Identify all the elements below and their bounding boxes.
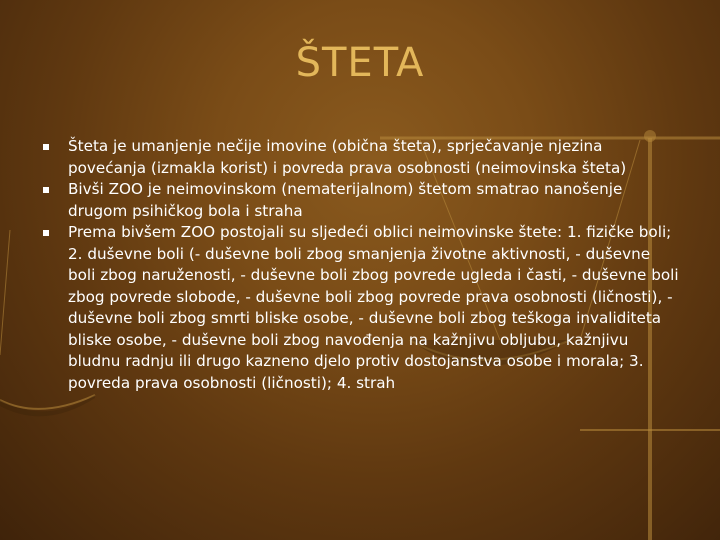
bullet-list — [40, 136, 680, 394]
bullet-text: Prema bivšem ZOO postojali su sljedeći oblici neimovinske štete: 1. fizičke boli; 2. duševne boli (- duševne boli zbog smanjenja životne aktivnosti, - duševne boli zbog naruženosti, - duševne boli zbog povrede ugleda i časti, - duševne boli zbog povrede slobode, - duševne boli zbog povrede prava osobnosti (ličnosti), - duševne boli zbog smrti bliske osobe, - duševne boli zbog teškoga invaliditeta bliske osobe, - duševne boli zbog navođenja na kažnjivu obljubu, kažnjivu bludnu radnju ili drugo kazneno djelo protiv dostojanstva osobe i morala; 3. povreda prava osobnosti (ličnosti); 4. strah — [68, 223, 679, 392]
bullet-square-icon — [43, 230, 49, 236]
bullet-square-icon — [43, 187, 49, 193]
slide-title: ŠTETA — [295, 40, 425, 86]
bullet-text: Šteta je umanjenje nečije imovine (obična šteta), sprječavanje njezina povećanja (izmakla korist) i povreda prava osobnosti (neimovinska šteta) — [68, 137, 627, 177]
bullet-item — [40, 222, 680, 394]
bullet-square-icon — [43, 144, 49, 150]
bullet-item — [40, 136, 680, 179]
bullet-text: Bivši ZOO je neimovinskom (nematerijalnom) štetom smatrao nanošenje drugom psihičkog bola i straha — [68, 180, 623, 220]
bullet-item — [40, 179, 680, 222]
